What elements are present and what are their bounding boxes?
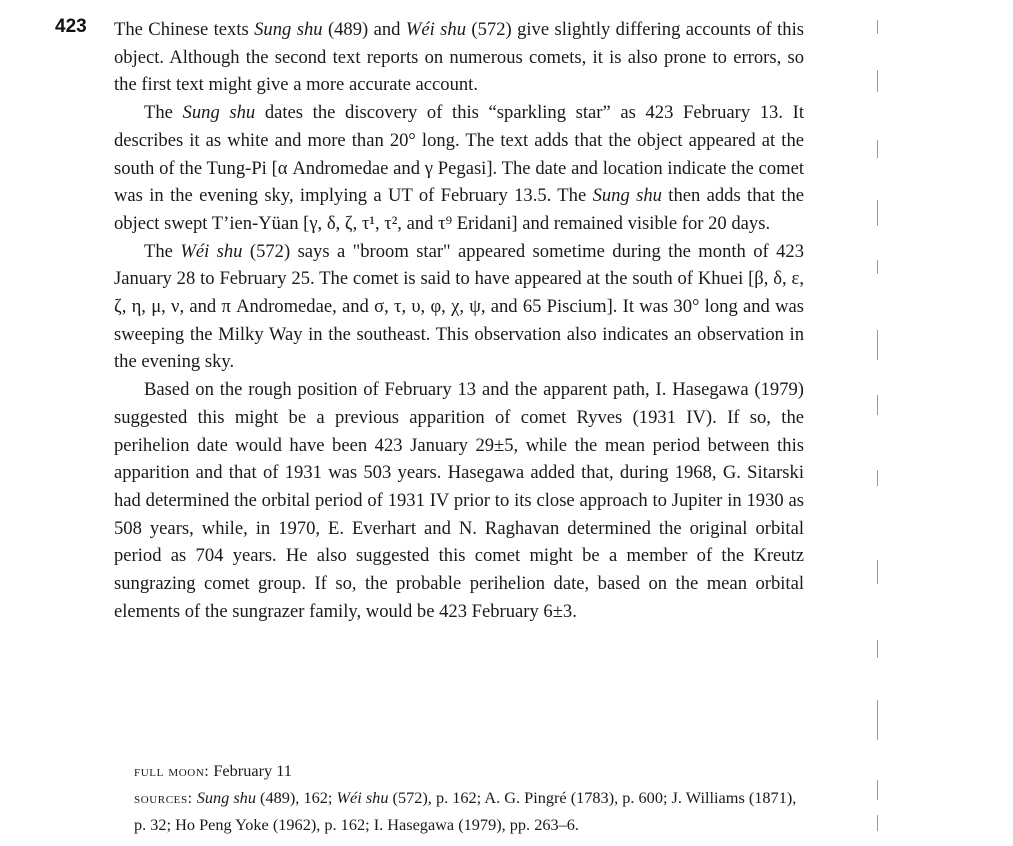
title-italic: Wéi shu: [180, 240, 243, 262]
text-span: (572) give slightly differing accounts of this object. Although the second text reports on numerous comets, it is also prone to errors, so the first text might give a more accurate account.: [114, 19, 804, 96]
scan-margin-marks: [874, 0, 882, 846]
full-moon-label: full moon:: [134, 763, 210, 780]
text-span: (489) and: [322, 19, 406, 40]
entry-body: [114, 16, 804, 625]
title-italic: Sung shu: [196, 788, 256, 807]
sources-note: [134, 785, 804, 838]
full-moon-note: [134, 758, 804, 785]
title-italic: Wéi shu: [405, 19, 467, 40]
title-italic: Sung shu: [182, 102, 256, 124]
sources-label: sources:: [134, 790, 193, 807]
text-span: The: [144, 240, 181, 262]
paragraph-3: [114, 238, 804, 377]
title-italic: Sung shu: [592, 185, 662, 207]
text-span: (572) says a "broom star" appeared sometime during the month of 423 January 28 to February 25. The comet is said to have appeared at the south of Khuei [β, δ, ε, ζ, η, μ, ν, and π Andromedae, and σ, τ, υ, φ, χ, ψ, and 65 Piscium]. It was 30° long and was sweeping the Milky Way in the southeast. This observation also indicates an observation in the evening sky.: [114, 240, 805, 373]
full-moon-value: February 11: [209, 761, 292, 780]
text-span: then adds that the object swept T’ien-Yüan [γ, δ, ζ, τ¹, τ², and τ⁹ Eridani] and remained visible for 20 days.: [114, 185, 804, 234]
title-italic: Sung shu: [254, 19, 323, 40]
title-italic: Wéi shu: [336, 788, 389, 807]
paragraph-1: [114, 16, 804, 99]
paragraph-4: Based on the rough position of February 13 and the apparent path, I. Hasegawa (1979) suggested this might be a previous apparition of comet Ryves (1931 IV). If so, the perihelion date would have been 423 January 29±5, while the mean period between this apparition and that of 1931 was 503 years. Hasegawa added that, during 1968, G. Sitarski had determined the orbital period of 1931 IV prior to its close approach to Jupiter in 1930 as 508 years, while, in 1970, E. Everhart and N. Raghavan determined the original orbital period as 704 years. He also suggested this comet might be a member of the Kreutz sungrazing comet group. If so, the probable perihelion date, based on the mean orbital elements of the sungrazer family, would be 423 February 6±3.: [114, 379, 804, 622]
text-span: The Chinese texts: [114, 19, 255, 40]
text-span: dates the discovery of this “sparkling star” as 423 February 13. It describes it as white and more than 20° long. The text adds that the object appeared at the south of the Tung-Pi [α Andromedae and γ Pegasi]. The date and location indicate the comet was in the evening sky, implying a UT of February 13.5. The: [114, 102, 804, 207]
entry-number: 423: [55, 16, 87, 37]
text-span: The: [144, 102, 183, 124]
text-span: (572), p. 162; A. G. Pingré (1783), p. 600; J. Williams (1871), p. 32; Ho Peng Yoke (1962), p. 162; I. Hasegawa (1979), pp. 263–6.: [134, 788, 797, 834]
entry-notes: [134, 758, 804, 838]
paragraph-2: [114, 99, 804, 238]
text-span: (489), 162;: [255, 788, 337, 807]
